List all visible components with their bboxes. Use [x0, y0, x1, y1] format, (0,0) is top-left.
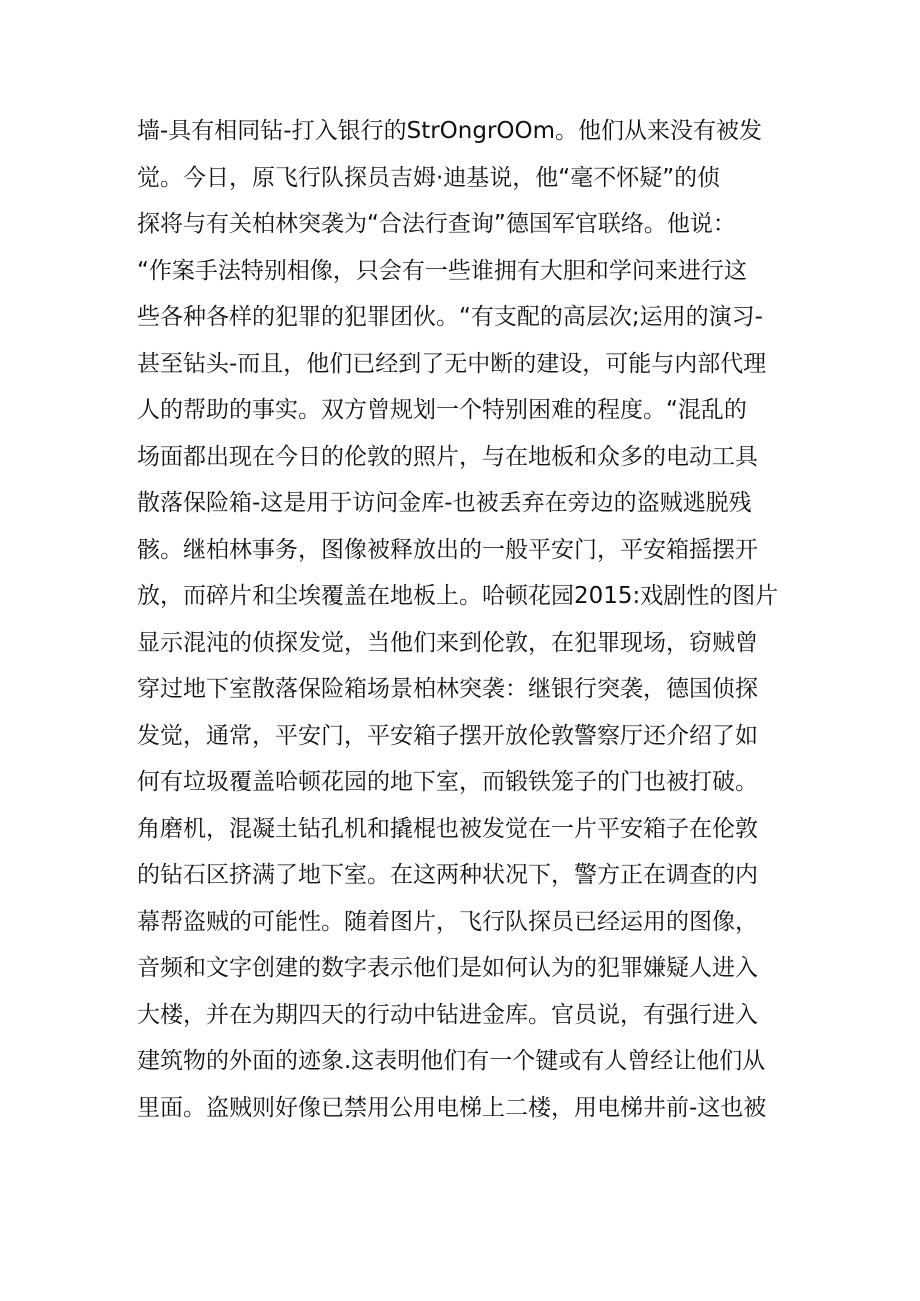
text-line-12: 显示混沌的侦探发觉，当他们来到伦敦，在犯罪现场，窃贼曾 [137, 629, 758, 656]
text-line-17: 的钻石区挤满了地下室。在这两种状况下，警方正在调查的内 [137, 862, 758, 888]
text-line-13: 穿过地下室散落保险箱场景柏林突袭：继银行突袭，德国侦探 [137, 676, 758, 702]
text-line-8: 场面都出现在今日的伦敦的照片，与在地板和众多的电动工具 [137, 443, 758, 470]
text-line-10: 骸。继柏林事务，图像被释放出的一般平安门，平安箱摇摆开 [137, 536, 758, 563]
text-line-20: 大楼，并在为期四天的行动中钻进金库。官员说，有强行进入 [137, 1001, 758, 1028]
text-line-2: 觉。今日，原飞行队探员吉姆·迪基说，他“毫不怀疑”的侦 [137, 164, 721, 191]
text-line-6: 甚至钻头-而且，他们已经到了无中断的建设，可能与内部代理 [137, 350, 767, 377]
text-line-5: 些各种各样的犯罪的犯罪团伙。“有支配的高层次;运用的演习- [137, 304, 763, 330]
text-line-19: 音频和文字创建的数字表示他们是如何认为的犯罪嫌疑人进入 [137, 955, 758, 981]
text-line-21: 建筑物的外面的迹象.这表明他们有一个键或有人曾经让他们从 [137, 1048, 766, 1074]
text-line-7: 人的帮助的事实。双方曾规划一个特别困难的程度。“混乱的 [137, 397, 747, 423]
text-line-15: 何有垃圾覆盖哈顿花园的地下室，而锻铁笼子的门也被打破。 [137, 769, 758, 795]
text-line-11: 放，而碎片和尘埃覆盖在地板上。哈顿花园2015:戏剧性的图片 [137, 583, 779, 609]
text-line-4: “作案手法特别相像，只会有一些谁拥有大胆和学问来进行这 [137, 257, 747, 284]
body-text [137, 108, 787, 1131]
text-line-9: 散落保险箱-这是用于访问金库-也被丢弃在旁边的盗贼逃脱残 [137, 490, 752, 516]
text-line-14: 发觉，通常，平安门，平安箱子摆开放伦敦警察厅还介绍了如 [137, 722, 758, 749]
text-line-3: 探将与有关柏林突袭为“合法行查询”德国军官联络。他说： [137, 211, 736, 237]
text-line-16: 角磨机，混凝土钻孔机和撬棍也被发觉在一片平安箱子在伦敦 [137, 815, 758, 842]
text-line-18: 幕帮盗贼的可能性。随着图片，飞行队探员已经运用的图像， [137, 908, 758, 935]
text-line-1: 墙-具有相同钻-打入银行的StrOngrOOm。他们从来没有被发 [137, 118, 763, 144]
text-line-22: 里面。盗贼则好像已禁用公用电梯上二楼，用电梯井前-这也被 [137, 1094, 767, 1121]
